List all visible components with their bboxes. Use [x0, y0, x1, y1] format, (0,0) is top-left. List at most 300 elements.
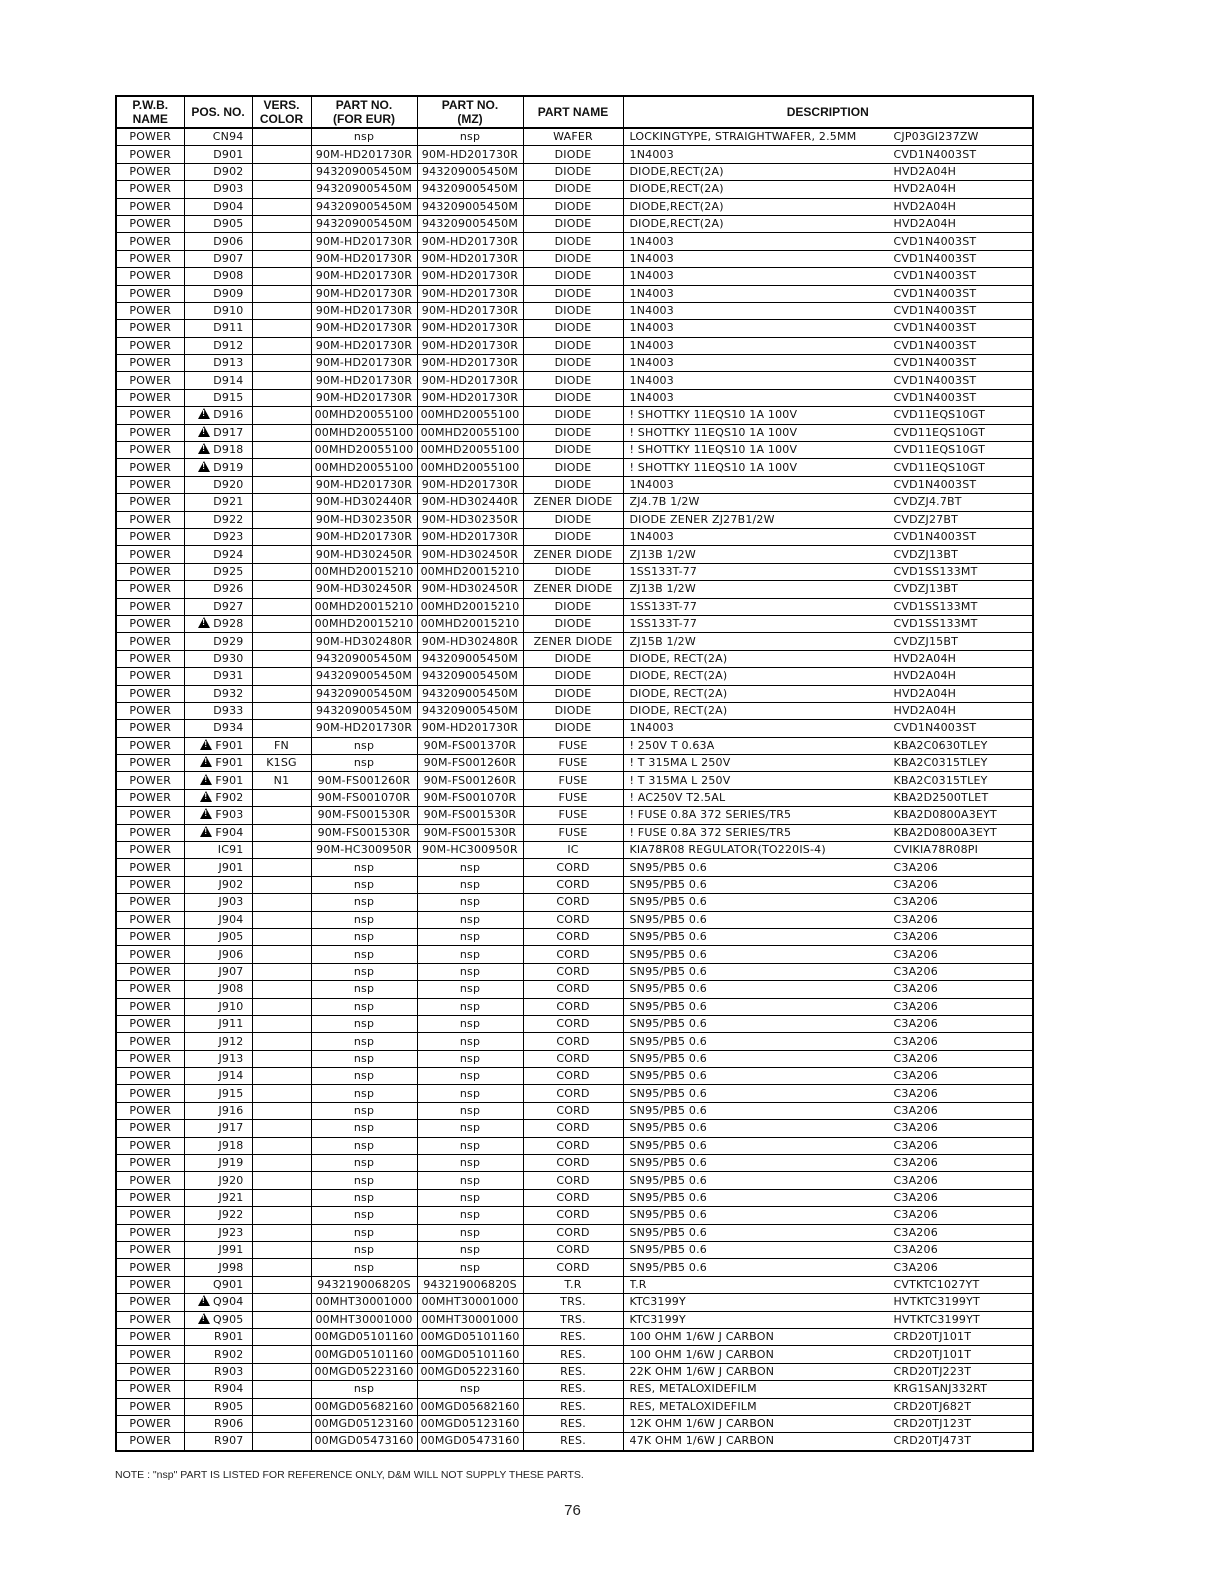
part-name-cell: DIODE [523, 250, 623, 267]
description-cell [623, 1259, 1033, 1276]
pos-no-cell [184, 198, 252, 215]
pos-no-cell [184, 1328, 252, 1345]
part-name-cell: CORD [523, 998, 623, 1015]
vers-color-cell [252, 372, 311, 389]
part-name-cell: DIODE [523, 355, 623, 372]
pwb-name-cell: POWER [116, 459, 184, 476]
table-row [116, 389, 1033, 406]
pos-no-text: F902 [215, 791, 244, 805]
pwb-name-cell: POWER [116, 1120, 184, 1137]
description-text: ! 250V T 0.63A [629, 738, 715, 752]
pos-no-cell [184, 1363, 252, 1380]
vers-color-cell [252, 998, 311, 1015]
vers-color-cell [252, 1328, 311, 1345]
part-no-eur-cell: 943209005450M [311, 215, 417, 232]
pwb-name-cell: POWER [116, 146, 184, 163]
description-text: 1N4003 [629, 321, 674, 335]
pos-no-cell [184, 1137, 252, 1154]
description-cell [623, 859, 1033, 876]
description-code: CVD11EQS10GT [893, 408, 986, 422]
part-no-eur-cell: 90M-HD201730R [311, 233, 417, 250]
vers-color-cell [252, 1137, 311, 1154]
vers-color-cell [252, 128, 311, 146]
column-header-pos-no: POS. NO. [184, 96, 252, 128]
part-no-eur-cell: nsp [311, 1155, 417, 1172]
part-no-eur-cell: nsp [311, 1033, 417, 1050]
pos-no-cell [184, 1242, 252, 1259]
pos-no-text: R906 [214, 1417, 244, 1431]
part-no-eur-cell: 00MGD05101160 [311, 1328, 417, 1345]
part-name-cell: CORD [523, 911, 623, 928]
part-no-mz-cell: 00MHD20015210 [417, 563, 523, 580]
part-name-cell: RES. [523, 1398, 623, 1415]
pos-no-cell [184, 615, 252, 632]
vers-color-cell [252, 1068, 311, 1085]
description-cell [623, 1189, 1033, 1206]
pos-no-cell [184, 1415, 252, 1432]
description-code: CVD1N4003ST [893, 721, 977, 735]
pwb-name-cell: POWER [116, 1346, 184, 1363]
description-text: ZJ4.7B 1/2W [629, 495, 700, 509]
description-text: DIODE, RECT(2A) [629, 704, 728, 718]
description-cell [623, 1137, 1033, 1154]
description-cell [623, 720, 1033, 737]
table-row [116, 146, 1033, 163]
part-no-eur-cell: 00MGD05123160 [311, 1415, 417, 1432]
pwb-name-cell: POWER [116, 928, 184, 945]
vers-color-cell [252, 146, 311, 163]
vers-color-cell: FN [252, 737, 311, 754]
part-no-mz-cell: 943209005450M [417, 198, 523, 215]
description-cell [623, 615, 1033, 632]
description-code: C3A206 [893, 1243, 938, 1257]
part-no-eur-cell: 943209005450M [311, 685, 417, 702]
description-text: ZJ15B 1/2W [629, 634, 696, 648]
part-no-eur-cell: 00MGD05101160 [311, 1346, 417, 1363]
vers-color-cell [252, 563, 311, 580]
part-name-cell: DIODE [523, 146, 623, 163]
description-code: C3A206 [893, 1225, 938, 1239]
description-code: CVD1N4003ST [893, 251, 977, 265]
pwb-name-cell: POWER [116, 859, 184, 876]
part-name-cell: CORD [523, 981, 623, 998]
part-no-mz-cell: nsp [417, 928, 523, 945]
description-cell [623, 511, 1033, 528]
description-cell [623, 1155, 1033, 1172]
description-text: SN95/PB5 0.6 [629, 1225, 707, 1239]
description-cell [623, 1415, 1033, 1432]
vers-color-cell [252, 650, 311, 667]
description-code: C3A206 [893, 1034, 938, 1048]
description-cell [623, 842, 1033, 859]
description-cell [623, 1050, 1033, 1067]
pos-no-text: D924 [213, 547, 244, 561]
pos-no-cell [184, 511, 252, 528]
pos-no-cell [184, 685, 252, 702]
pwb-name-cell: POWER [116, 476, 184, 493]
part-no-mz-cell: 90M-FS001370R [417, 737, 523, 754]
table-row [116, 563, 1033, 580]
description-text: 1N4003 [629, 269, 674, 283]
pos-no-cell [184, 459, 252, 476]
part-no-eur-cell: nsp [311, 1015, 417, 1032]
description-text: ! T 315MA L 250V [629, 756, 731, 770]
part-no-mz-cell: 90M-HD201730R [417, 476, 523, 493]
part-name-cell: DIODE [523, 215, 623, 232]
description-code: CVD11EQS10GT [893, 460, 986, 474]
vers-color-cell [252, 1433, 311, 1451]
part-no-eur-cell: 90M-HD302480R [311, 633, 417, 650]
pwb-name-cell: POWER [116, 1224, 184, 1241]
part-no-mz-cell: 00MHD20015210 [417, 615, 523, 632]
vers-color-cell [252, 1259, 311, 1276]
description-code: CVD1N4003ST [893, 321, 977, 335]
part-no-eur-cell: nsp [311, 755, 417, 772]
description-text: DIODE, RECT(2A) [629, 651, 728, 665]
part-no-eur-cell: 90M-FS001530R [311, 807, 417, 824]
description-text: SN95/PB5 0.6 [629, 1243, 707, 1257]
pos-no-text: D903 [213, 182, 244, 196]
table-row [116, 1398, 1033, 1415]
pos-no-text: J919 [218, 1156, 244, 1170]
pos-no-text: D921 [213, 495, 244, 509]
table-row [116, 215, 1033, 232]
table-row [116, 1189, 1033, 1206]
pos-no-text: D920 [213, 478, 244, 491]
part-no-eur-cell: nsp [311, 1120, 417, 1137]
pos-no-cell [184, 320, 252, 337]
pwb-name-cell: POWER [116, 963, 184, 980]
pos-no-text: D929 [213, 634, 244, 648]
part-no-mz-cell: nsp [417, 1068, 523, 1085]
part-name-cell: CORD [523, 1015, 623, 1032]
pos-no-text: D911 [213, 321, 244, 335]
table-row [116, 1137, 1033, 1154]
description-cell [623, 389, 1033, 406]
description-code: C3A206 [893, 860, 938, 874]
pwb-name-cell: POWER [116, 720, 184, 737]
part-name-cell: DIODE [523, 233, 623, 250]
table-row [116, 685, 1033, 702]
description-cell [623, 894, 1033, 911]
vers-color-cell [252, 1381, 311, 1398]
pwb-name-cell: POWER [116, 424, 184, 441]
part-no-eur-cell: nsp [311, 859, 417, 876]
description-text: SN95/PB5 0.6 [629, 1173, 707, 1187]
part-no-mz-cell: 90M-FS001070R [417, 789, 523, 806]
description-cell [623, 911, 1033, 928]
parts-list-table [115, 95, 1034, 1452]
description-text: SN95/PB5 0.6 [629, 895, 707, 909]
table-row [116, 755, 1033, 772]
part-name-cell: CORD [523, 1224, 623, 1241]
column-header-part-no-mz: PART NO. (MZ) [417, 96, 523, 128]
part-no-eur-cell: 00MHD20015210 [311, 563, 417, 580]
pos-no-cell [184, 1189, 252, 1206]
description-cell [623, 928, 1033, 945]
vers-color-cell [252, 407, 311, 424]
warning-triangle-icon [200, 756, 212, 767]
vers-color-cell [252, 598, 311, 615]
pos-no-text: Q905 [213, 1312, 244, 1326]
description-cell [623, 407, 1033, 424]
description-text: ! SHOTTKY 11EQS10 1A 100V [629, 443, 798, 457]
pos-no-text: D917 [213, 425, 244, 439]
part-no-eur-cell: 943209005450M [311, 668, 417, 685]
description-cell [623, 424, 1033, 441]
description-text: 12K OHM 1/6W J CARBON [629, 1417, 775, 1431]
description-code: KBA2C0315TLEY [893, 756, 988, 770]
part-no-mz-cell: 90M-HD201730R [417, 285, 523, 302]
part-no-mz-cell: 00MHD20055100 [417, 407, 523, 424]
part-no-eur-cell: 943219006820S [311, 1276, 417, 1293]
pos-no-cell [184, 633, 252, 650]
description-text: SN95/PB5 0.6 [629, 912, 707, 926]
pwb-name-cell: POWER [116, 894, 184, 911]
pos-no-cell [184, 928, 252, 945]
part-no-mz-cell: 90M-HD201730R [417, 302, 523, 319]
pos-no-text: D919 [213, 460, 244, 474]
part-no-eur-cell: 90M-HD201730R [311, 355, 417, 372]
table-row [116, 494, 1033, 511]
description-text: SN95/PB5 0.6 [629, 877, 707, 891]
table-row [116, 285, 1033, 302]
description-cell [623, 685, 1033, 702]
pos-no-cell [184, 1346, 252, 1363]
pos-no-cell [184, 998, 252, 1015]
pwb-name-cell: POWER [116, 1398, 184, 1415]
part-no-eur-cell: nsp [311, 894, 417, 911]
pos-no-cell [184, 181, 252, 198]
description-cell [623, 1172, 1033, 1189]
part-no-eur-cell: 90M-HD201730R [311, 146, 417, 163]
pwb-name-cell: POWER [116, 546, 184, 563]
vers-color-cell [252, 963, 311, 980]
pwb-name-cell: POWER [116, 1259, 184, 1276]
part-name-cell: RES. [523, 1363, 623, 1380]
pos-no-text: D928 [213, 617, 244, 631]
part-name-cell: DIODE [523, 685, 623, 702]
description-text: RES, METALOXIDEFILM [629, 1399, 757, 1413]
pos-no-text: J910 [218, 999, 244, 1013]
part-no-eur-cell: nsp [311, 1207, 417, 1224]
part-no-eur-cell: nsp [311, 1189, 417, 1206]
pos-no-text: J904 [218, 912, 244, 926]
vers-color-cell [252, 1398, 311, 1415]
part-name-cell: DIODE [523, 528, 623, 545]
part-name-cell: CORD [523, 1085, 623, 1102]
part-name-cell: TRS. [523, 1311, 623, 1328]
part-no-eur-cell: 00MHD20015210 [311, 598, 417, 615]
warning-triangle-icon [200, 774, 212, 785]
part-name-cell: ZENER DIODE [523, 546, 623, 563]
part-no-mz-cell: nsp [417, 1259, 523, 1276]
description-cell [623, 198, 1033, 215]
part-no-eur-cell: nsp [311, 1085, 417, 1102]
pos-no-text: D932 [213, 686, 244, 700]
pos-no-cell [184, 146, 252, 163]
description-code: CVD1N4003ST [893, 391, 977, 405]
pos-no-text: J917 [218, 1121, 244, 1135]
pwb-name-cell: POWER [116, 981, 184, 998]
part-no-eur-cell: nsp [311, 1259, 417, 1276]
part-no-eur-cell: nsp [311, 1102, 417, 1119]
part-no-eur-cell: nsp [311, 1242, 417, 1259]
table-row [116, 1050, 1033, 1067]
description-code: KBA2D2500TLET [893, 791, 989, 805]
description-cell [623, 302, 1033, 319]
vers-color-cell [252, 215, 311, 232]
part-no-eur-cell: 90M-FS001260R [311, 772, 417, 789]
part-no-eur-cell: nsp [311, 928, 417, 945]
pwb-name-cell: POWER [116, 946, 184, 963]
vers-color-cell [252, 1050, 311, 1067]
description-cell [623, 250, 1033, 267]
part-name-cell: DIODE [523, 285, 623, 302]
pos-no-cell [184, 981, 252, 998]
part-no-mz-cell: 90M-HD302450R [417, 581, 523, 598]
vers-color-cell [252, 389, 311, 406]
pwb-name-cell: POWER [116, 824, 184, 841]
description-code: KBA2D0800A3EYT [893, 825, 997, 839]
pos-no-text: CN94 [212, 130, 244, 144]
description-text: ! FUSE 0.8A 372 SERIES/TR5 [629, 808, 792, 822]
description-cell [623, 1328, 1033, 1345]
pwb-name-cell: POWER [116, 668, 184, 685]
part-no-mz-cell: 90M-HD201730R [417, 372, 523, 389]
pos-no-text: J902 [218, 877, 244, 891]
vers-color-cell [252, 476, 311, 493]
pos-no-cell [184, 233, 252, 250]
part-no-mz-cell: 90M-FS001260R [417, 755, 523, 772]
description-text: 1SS133T-77 [629, 564, 698, 578]
part-no-eur-cell: nsp [311, 876, 417, 893]
description-cell [623, 1120, 1033, 1137]
part-name-cell: DIODE [523, 668, 623, 685]
table-row [116, 424, 1033, 441]
table-row [116, 1363, 1033, 1380]
pos-no-text: D914 [213, 373, 244, 387]
pos-no-cell [184, 1155, 252, 1172]
description-text: SN95/PB5 0.6 [629, 1086, 707, 1100]
pos-no-text: J921 [218, 1191, 244, 1205]
part-no-eur-cell: 90M-HD201730R [311, 389, 417, 406]
warning-triangle-icon [198, 408, 210, 419]
pos-no-text: D931 [213, 669, 244, 683]
pos-no-cell [184, 1381, 252, 1398]
description-cell [623, 1102, 1033, 1119]
pwb-name-cell: POWER [116, 581, 184, 598]
part-no-mz-cell: 90M-FS001530R [417, 807, 523, 824]
description-text: 1N4003 [629, 286, 674, 300]
vers-color-cell [252, 268, 311, 285]
part-no-mz-cell: nsp [417, 1102, 523, 1119]
vers-color-cell [252, 1155, 311, 1172]
pos-no-cell [184, 772, 252, 789]
pwb-name-cell: POWER [116, 1189, 184, 1206]
part-name-cell: CORD [523, 1172, 623, 1189]
vers-color-cell [252, 1172, 311, 1189]
vers-color-cell [252, 1346, 311, 1363]
part-no-mz-cell: 90M-HD201730R [417, 389, 523, 406]
pwb-name-cell: POWER [116, 633, 184, 650]
description-code: C3A206 [893, 1086, 938, 1100]
pwb-name-cell: POWER [116, 1381, 184, 1398]
part-name-cell: DIODE [523, 476, 623, 493]
pos-no-text: D902 [213, 164, 244, 178]
description-cell [623, 598, 1033, 615]
vers-color-cell: K1SG [252, 755, 311, 772]
pos-no-text: J912 [218, 1034, 244, 1048]
part-no-mz-cell: nsp [417, 128, 523, 146]
vers-color-cell [252, 1415, 311, 1432]
vers-color-cell [252, 668, 311, 685]
description-cell [623, 755, 1033, 772]
table-row [116, 928, 1033, 945]
description-cell [623, 1346, 1033, 1363]
description-cell [623, 1224, 1033, 1241]
description-code: KBA2C0315TLEY [893, 773, 988, 787]
pwb-name-cell: POWER [116, 737, 184, 754]
part-name-cell: CORD [523, 946, 623, 963]
part-no-eur-cell: 00MHT30001000 [311, 1311, 417, 1328]
pos-no-cell [184, 650, 252, 667]
part-no-eur-cell: 90M-HD201730R [311, 250, 417, 267]
description-code: C3A206 [893, 964, 938, 978]
table-row [116, 894, 1033, 911]
part-no-eur-cell: 90M-HD201730R [311, 720, 417, 737]
part-no-mz-cell: 943219006820S [417, 1276, 523, 1293]
table-row [116, 963, 1033, 980]
part-name-cell: DIODE [523, 407, 623, 424]
table-row [116, 1242, 1033, 1259]
part-no-mz-cell: nsp [417, 1189, 523, 1206]
description-code: C3A206 [893, 1104, 938, 1118]
pwb-name-cell: POWER [116, 842, 184, 859]
pos-no-text: J998 [218, 1260, 244, 1274]
description-code: CVDZJ13BT [893, 547, 959, 561]
description-cell [623, 459, 1033, 476]
description-code: C3A206 [893, 1191, 938, 1205]
description-cell [623, 668, 1033, 685]
description-text: RES, METALOXIDEFILM [629, 1382, 757, 1396]
table-row [116, 1433, 1033, 1451]
vers-color-cell [252, 859, 311, 876]
warning-triangle-icon [198, 1295, 210, 1306]
description-cell [623, 1398, 1033, 1415]
description-code: HVD2A04H [893, 182, 957, 196]
table-row [116, 233, 1033, 250]
pos-no-text: D910 [213, 304, 244, 318]
pos-no-text: D912 [213, 338, 244, 352]
description-cell [623, 981, 1033, 998]
pos-no-cell [184, 128, 252, 146]
vers-color-cell [252, 615, 311, 632]
description-cell [623, 320, 1033, 337]
pwb-name-cell: POWER [116, 407, 184, 424]
table-header-row [116, 96, 1033, 128]
description-code: CVD1N4003ST [893, 530, 977, 544]
part-no-eur-cell: 90M-HD201730R [311, 302, 417, 319]
pos-no-text: J907 [218, 964, 244, 978]
pos-no-text: J920 [218, 1173, 244, 1187]
description-code: CRD20TJ123T [893, 1417, 972, 1431]
pos-no-cell [184, 372, 252, 389]
table-row [116, 772, 1033, 789]
description-text: DIODE, RECT(2A) [629, 669, 728, 683]
table-row [116, 633, 1033, 650]
part-no-mz-cell: 00MGD05223160 [417, 1363, 523, 1380]
